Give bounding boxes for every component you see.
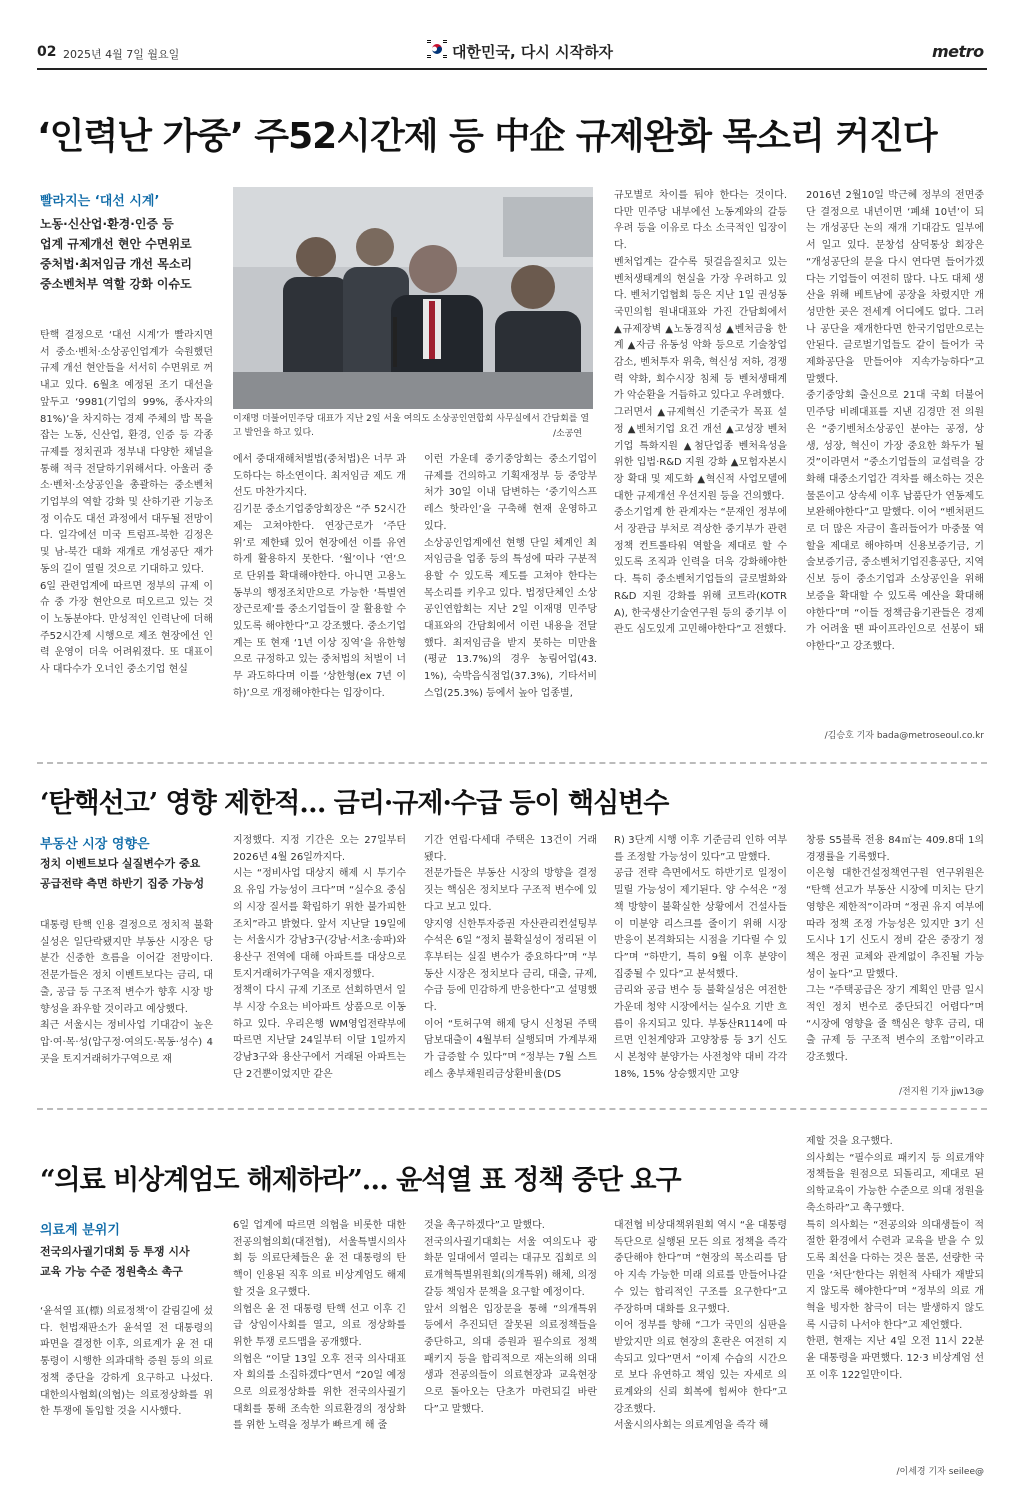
article3-kicker: 의료계 분위기 — [40, 1223, 120, 1238]
article2-subheads — [40, 854, 220, 894]
article1-body-col4: 규모별로 차이를 둬야 한다는 것이다. 다만 민주당 내부에선 노동계와의 갈등 우려 등을 이유로 다소 소극적인 입장이다. 벤처업계는 갈수록 뒷걸음질치고 있는 벤처생태계의 현실을 가장 우려하고 있다. 벤처기업협회 등은 지난 1일 권성동 국민의힘 원내대표와 가진 간담회에서 ▲규제장벽 ▲노동경직성 ▲벤처금융 한계 ▲자금 유동성 악화 등으로 기술창업 감소, 벤처투자 위축, 혁신성 저하, 경쟁력 약화, 회수시장 침체 등 벤처생태계가 악순환을 거듭하고 있다고 우려했다. 그러면서 ▲규제혁신 기준국가 목표 설정 ▲벤처기업 요건 개선 ▲고성장 벤처기업 특화지원 ▲첨단업종 벤처육성을 위한 입법·R&D 지원 강화 ▲모험자본시장 확대 및 제도화 ▲혁신적 사업모델에 대한 규제개선 우선지원 등을 건의했다. 중소기업계 한 관계자는 “문재인 정부에서 장관급 부처로 격상한 중기부가 관련 정책 컨트롤타워 역할을 제대로 할 수 있도록 조직과 인력을 더욱 강화해야한다. 특히 중소벤처기업들의 글로벌화와 R&D 지원 강화를 위해 코트라(KOTRA), 한국생산기술연구원 등의 중기부 이관도 심도있게 고민해야한다”고 전했다. — [614, 190, 787, 636]
article2-kicker: 부동산 시장 영향은 — [40, 837, 150, 852]
article3-body-col4: 대전협 비상대책위원회 역시 “윤 대통령 독단으로 실행된 모든 의료 정책을 즉각 중단해야 한다”며 “현장의 목소리를 담아 지속 가능한 미래 의료를 만들어나갈 수 있는 합리적인 구조를 요구한다”고 주장하며 대화를 요구했다. 이어 정부를 향해 “그가 국민의 심판을 받았지만 의료 현장의 혼란은 여전히 지속되고 있다”면서 “이제 수습의 시간으로 보다 유연하고 책임 있는 자세로 의료계와의 신뢰 회복에 힘써야 한다”고 강조했다. 서울시의사회는 의료계엄을 즉각 해 — [614, 1220, 787, 1432]
article3-body-col2: 6일 업계에 따르면 의협을 비롯한 대한전공의협의회(대전협), 서울특별시의사회 등 의료단체들은 윤 전 대통령의 탄핵이 인용된 직후 의료 비상계엄도 해제할 것을 요구했다. 의협은 윤 전 대통령 탄핵 선고 이후 긴급 상임이사회를 열고, 의료 정상화를 위한 투쟁 로드맵을 공개했다. 의협은 “이달 13일 오후 전국 의사대표자 회의를 소집하겠다”면서 “20일 예정으로 의료정상화를 위한 전국의사궐기대회를 통해 조속한 의료환경의 정상화를 위한 노력을 정부가 빠르게 해 줄 — [233, 1220, 406, 1432]
article1-subhead: 노동·신산업·환경·인증 등 — [40, 217, 174, 231]
page-header — [0, 0, 1024, 68]
article1-subhead: 업계 규제개선 현안 수면위로 — [40, 237, 192, 251]
article2-byline: /전지원 기자 jjw13@ — [898, 1087, 984, 1097]
article1-byline: /김승호 기자 bada@metroseoul.co.kr — [824, 731, 984, 741]
article3-body-col1: ‘윤석열 표(標) 의료정책’이 갈림길에 섰다. 헌법재판소가 윤석열 전 대통령의 파면을 결정한 이후, 의료계가 윤 전 대통령이 시행한 의과대학 증원 등의 의료정책 중단을 강하게 요구하고 나섰다. 대한의사협회(의협)는 의료정상화를 위한 투쟁에 돌입할 것을 시사했다. — [40, 1306, 213, 1418]
article2-body-col3: 기간 연립·다세대 주택은 13건이 거래됐다. 전문가들은 부동산 시장의 방향을 결정짓는 핵심은 정치보다 구조적 변수에 있다고 보고 있다. 양지영 신한투자증권 자산관리컨설팅부 수석은 6일 “정치 불확실성이 정리된 이후부터는 실질 변수가 중요하다”며 “부동산 시장은 정치보다 금리, 대출, 규제, 수급 등에 민감하게 반응한다”고 설명했다. 이어 “토허구역 해제 당시 신청된 주택담보대출이 4월부터 실행되며 가계부채가 급증할 수 있다”며 “정부는 7월 스트레스 총부채원리금상환비율(DS — [424, 835, 597, 1080]
article2-subhead: 정치 이벤트보다 실질변수가 중요 — [40, 857, 201, 870]
article1-subhead: 중처법·최저임금 개선 목소리 — [40, 257, 193, 271]
article3-subhead: 전국의사궐기대회 등 투쟁 시사 — [40, 1245, 190, 1258]
article2-subhead: 공급전략 측면 하반기 집중 가능성 — [40, 877, 205, 890]
article2-headline: ‘탄핵선고’ 영향 제한적… 금리·규제·수급 등이 핵심변수 — [40, 788, 669, 819]
article1-photo — [233, 187, 593, 409]
article1-subhead: 중소벤처부 역할 강화 이슈도 — [40, 277, 192, 291]
article1-headline: ‘인력난 가중’ 주52시간제 등 中企 규제완화 목소리 커진다 — [37, 116, 937, 157]
section-divider — [37, 762, 987, 764]
article3-body-col5: 제할 것을 요구했다. 의사회는 “필수의료 패키지 등 의료개약 정책들을 원점으로 되돌리고, 제대로 된 의학교육이 가능한 수준으로 의대 정원을 축소하라”고 촉구했다. 특히 의사회는 “전공의와 의대생들이 적절한 환경에서 수련과 교육을 받을 수 있도록 최선을 다하는 것은 물론, 선량한 국민을 ‘처단’한다는 위헌적 사태가 재발되지 않도록 해야한다”며 “정부의 의료 개혁을 빙자한 참극이 더는 발생하지 않도록 시급히 나서야 한다”고 제언했다. 한편, 현재는 지난 4일 오전 11시 22분 윤 대통령을 파면했다. 12·3 비상계엄 선포 이후 122일만이다. — [806, 1136, 984, 1381]
metro-logo: metro — [932, 42, 984, 61]
article2-body-col2: 지정했다. 지정 기간은 오는 27일부터 2026년 4월 26일까지다. 시는 “정비사업 대상지 해제 시 투기수요 유입 가능성이 크다”며 “실수요 중심의 시장 질서를 확립하기 위한 불가피한 조치”라고 밝혔다. 앞서 지난달 19일에는 서울시가 강남3구(강남·서초·송파)와 용산구 전역에 대해 아파트를 대상으로 토지거래허가구역을 재지정했다. 정책이 다시 규제 기조로 선회하면서 일부 시장 수요는 비아파트 상품으로 이동하고 있다. 우리은행 WM영업전략부에 따르면 지난달 24일부터 이달 1일까지 강남3구와 용산구에서 거래된 아파트는 단 2건뿐이었지만 같은 — [233, 835, 406, 1080]
article3-byline: /이세경 기자 seilee@ — [896, 1467, 984, 1477]
article1-body-col5: 2016년 2월10일 박근혜 정부의 전면중단 결정으로 내년이면 ‘폐쇄 10년’이 되는 개성공단 논의 재개 기대감도 일부에서 일고 있다. 문창섭 삼덕통상 회장은 “개성공단의 문을 다시 연다면 들어가겠다는 기업들이 여전히 많다. 나도 대체 생산을 위해 베트남에 공장을 차렸지만 개성만한 곳은 전세계 어디에도 없다. 그러나 공단을 재개한다면 한국기업만으로는 안된다. 글로벌기업들도 같이 들어가 국제화공단을 만들어야 지속가능하다”고 말했다. 중기중앙회 출신으로 21대 국회 더불어민주당 비례대표를 지낸 김경만 전 의원은 “중기벤처소상공인 분야는 공정, 상생, 성장, 혁신이 가장 중요한 화두가 될 것”이라면서 “중소기업들의 교섭력을 강화해 대중소기업간 격차를 해소하는 것은 물론이고 상속세 이후 납품단가 연동제도 보완해야한다”고 말했다. 이어 “벤처펀드로 더 많은 자금이 흘러들어가 마중물 역할을 제대로 해야하며 신용보증기금, 기술보증기금, 중소벤처기업진흥공단, 지역신보 등이 중소기업과 소상공인을 위해 보증을 확대할 수 있도록 예산을 확대해야한다”며 “이들 정책금융기관들은 경제가 어려울 땐 파이프라인으로 선봉이 돼야한다”고 강조했다. — [806, 190, 984, 652]
article3-subhead: 교육 가능 수준 정원축소 촉구 — [40, 1265, 183, 1278]
slogan: 대한민국, 다시 시작하자 — [452, 43, 614, 61]
article1-body-col2: 에서 중대재해처벌법(중처법)은 너무 과도하다는 하소연이다. 최저임금 제도 개선도 마찬가지다. 김기문 중소기업중앙회장은 “주 52시간제는 고쳐야한다. 연장근로가 ‘주단위’로 제한돼 있어 현장에선 이를 유연하게 활용하지 못한다. ‘월’이나 ‘연’으로 단위를 확대해야한다. 아니면 고용노동부의 행정조치만으로 가능한 ‘특별연장근로제’를 중소기업들이 잘 활용할 수 있도록 해야한다”고 강조했다. 중소기업계는 또 현재 ‘1년 이상 징역’을 유한형으로 규정하고 있는 중처법의 처벌이 너무 과도하다며 이를 ‘상한형(ex 7년 이하)’으로 개정해야한다는 입장이다. — [233, 454, 406, 699]
article3-body-col3: 것을 촉구하겠다”고 말했다. 전국의사궐기대회는 서울 여의도나 광화문 일대에서 열리는 대규모 집회로 의료개혁특별위원회(의개특위) 해체, 의정갈등 책임자 문책을 요구할 예정이다. 앞서 의협은 입장문을 통해 “의개특위 등에서 추진되던 잘못된 의료정책들을 중단하고, 의대 증원과 필수의료 정책 패키지 등을 합리적으로 재논의해 의대생과 전공의들이 의료현장과 교육현장으로 돌아오는 단초가 마련되길 바란다”고 말했다. — [424, 1220, 597, 1415]
article1-photo-caption: 이재명 더불어민주당 대표가 지난 2일 서울 여의도 소상공인연합회 사무실에서 간담회를 열고 발언을 하고 있다. — [233, 414, 590, 438]
article2-body-col5: 창릉 S5블록 전용 84㎡는 409.8대 1의 경쟁률을 기록했다. 이은형 대한건설정책연구원 연구위원은 “탄핵 선고가 부동산 시장에 미치는 단기 영향은 제한적”이라며 “정권 유지 여부에 따라 정책 조정 가능성은 있지만 3기 신도시나 1기 신도시 정비 같은 중장기 정책은 정권 교체와 관계없이 추진될 가능성이 높다”고 말했다. 그는 “주택공급은 장기 계획인 만큼 일시적인 정치 변수로 중단되긴 어렵다”며 “시장에 영향을 줄 핵심은 향후 금리, 대출 규제 등 구조적 변수의 조합”이라고 강조했다. — [806, 835, 984, 1064]
issue-date: 2025년 4월 7일 월요일 — [63, 48, 180, 61]
section-divider — [37, 1108, 987, 1110]
article2-body-col1: 대통령 탄핵 인용 결정으로 정치적 불확실성은 일단락됐지만 부동산 시장은 당분간 신중한 흐름을 이어갈 전망이다. 전문가들은 정치 이벤트보다는 금리, 대출, 공급 등 구조적 변수가 향후 시장 방향성을 좌우할 것이라고 예상했다. 최근 서울시는 정비사업 기대감이 높은 압·여·목·성(압구정·여의도·목동·성수) 4곳을 토지거래허가구역으로 재 — [40, 920, 213, 1065]
article2-body-col4: R) 3단계 시행 이후 기준금리 인하 여부를 조정할 가능성이 있다”고 말했다. 공급 전략 측면에서도 하반기로 일정이 밀릴 가능성이 제기된다. 양 수석은 “정책 방향이 불확실한 상황에서 건설사들이 미분양 리스크를 줄이기 위해 시장 반응이 본격화되는 시점을 기다릴 수 있다”며 “하반기, 특히 9월 이후 분양이 집중될 수 있다”고 분석했다. 금리와 공급 변수 등 불확실성은 여전한 가운데 청약 시장에서는 실수요 기반 흐름이 유지되고 있다. 부동산R114에 따르면 인천계양과 고양창릉 등 3기 신도시 본청약 분양가는 사전청약 대비 각각 18%, 15% 상승했지만 고양 — [614, 835, 787, 1080]
article1-body-col3: 이런 가운데 중기중앙회는 중소기업이 규제를 건의하고 기획재정부 등 중앙부처가 30일 이내 답변하는 ‘중기익스프레스 핫라인’을 구축해 현재 운영하고 있다. 소상공인업계에선 현행 단일 체계인 최저임금을 업종 등의 특성에 따라 구분적용할 수 있도록 제도를 고쳐야 한다는 목소리를 키우고 있다. 법정단체인 소상공인연합회는 지난 2일 이재명 민주당 대표와의 간담회에서 이런 내용을 전달했다. 최저임금을 받지 못하는 미만율(평균 13.7%)의 경우 농림어업(43.1%), 숙박음식점업(37.3%), 기타서비스업(25.3%) 등에서 높아 업종별, — [424, 454, 597, 699]
article1-kicker: 빨라지는 ‘대선 시계’ — [40, 194, 160, 209]
article1-subheads — [40, 214, 210, 294]
press-conference-photo — [233, 187, 593, 409]
article3-subheads — [40, 1242, 220, 1282]
taegukgi-flag-icon — [426, 38, 448, 60]
article3-headline: “의료 비상계엄도 해제하라”… 윤석열 표 정책 중단 요구 — [40, 1165, 681, 1196]
article1-body-col1: 탄핵 결정으로 ‘대선 시계’가 빨라지면서 중소·벤처·소상공인업계가 숙원했던 규제 개선 현안들을 서서히 수면위로 꺼내고 있다. 6월초 예정된 조기 대선을 앞두고 ‘9981(기업의 99%, 종사자의 81%)’을 차지하는 경제 주체의 밥 목을 잡는 노동, 신산업, 환경, 인증 등 각종 규제를 정치권과 정부내 다양한 채널을 통해 적극 전달하기위해서다. 아울러 중소·벤처·소상공인을 총괄하는 중소벤처기업부의 역할 강화 및 산하기관 기능조정 이슈도 대선 과정에서 대두될 전망이다. 일각에선 미국 트럼프-북한 김정은 및 남-북간 대화 재개로 개성공단 재가동의 길이 열릴 것으로 기대하고 있다. 6일 관련업계에 따르면 정부의 규제 이슈 중 가장 현안으로 떠오르고 있는 것이 노동분야다. 만성적인 인력난에 더해 주52시간제 시행으로 제조 현장에선 인력 운영이 더욱 어려워졌다. 또 대표이사 대다수가 오너인 중소기업 현실 — [40, 330, 213, 676]
header-rule — [37, 68, 987, 70]
page-number: 02 — [37, 44, 57, 60]
article1-photo-credit: /소공연 — [553, 429, 583, 439]
